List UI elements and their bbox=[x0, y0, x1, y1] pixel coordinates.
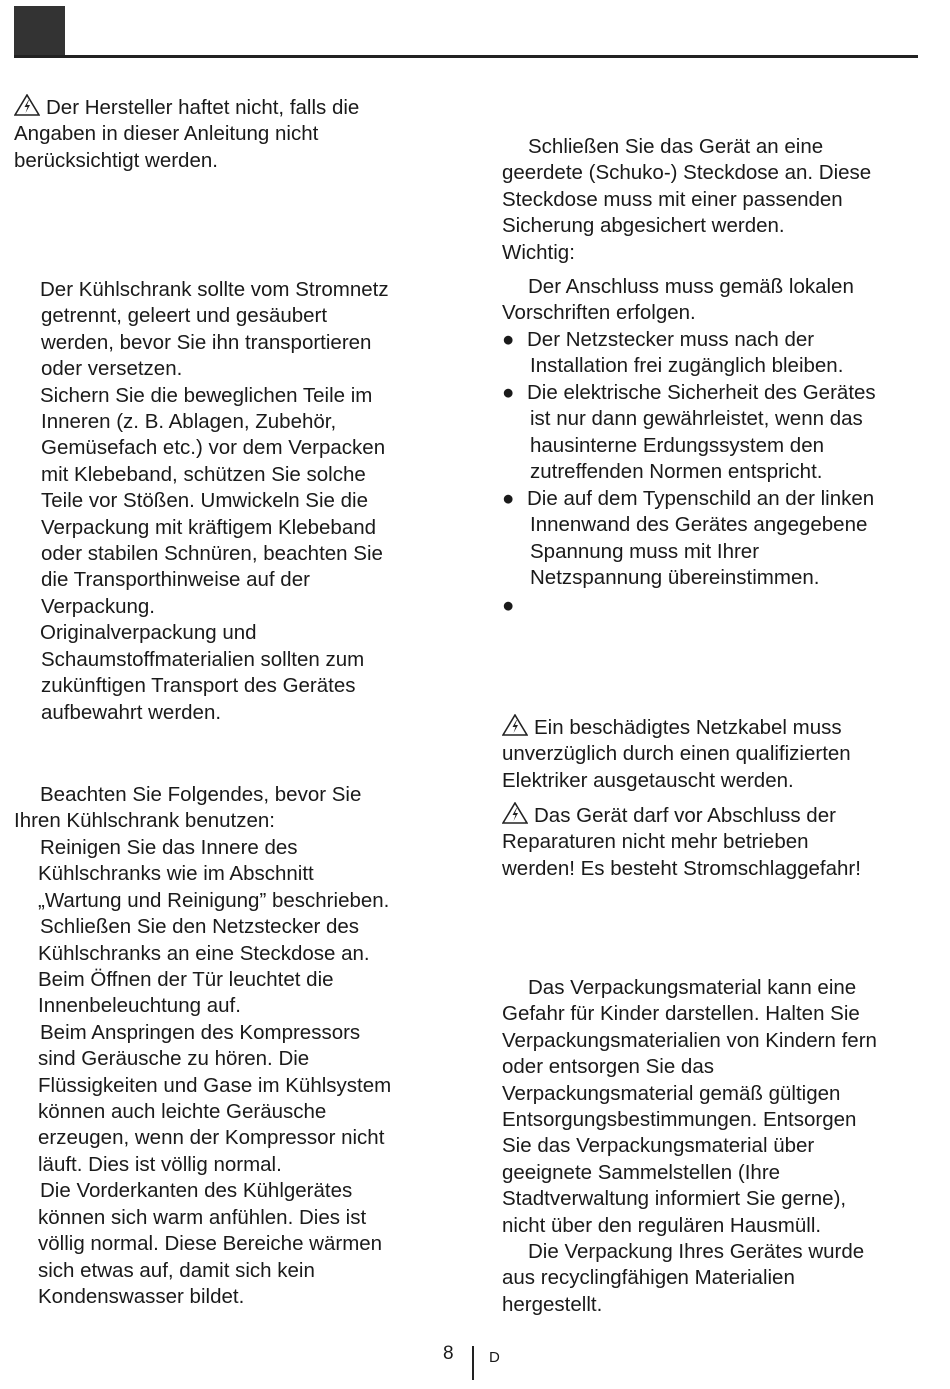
bullet-plug-access: Der Netzstecker muss nach der Installation frei zugänglich bleiben. bbox=[527, 328, 844, 378]
transport-section: Der Kühlschrank sollte vom Stromnetz getrennt, geleert und gesäubert werden, bevor Sie ihn transportieren oder versetzen. Sichern Sie die beweglichen Teile im Inneren (z. B. Ablagen, Zubehör, Gemüsefach etc.) vor dem Verpacken mit Klebeband, schützen Sie solche Teile vor Stößen. Umwickeln Sie die Verpackung mit kräftigem Klebeband oder stabilen Schnüren, beachten Sie die Transporthinweise auf der Verpackung. Originalverpackung und Schaumstoffmaterialien sollten zum zukünftigen Transport des Gerätes aufbewahrt werden. bbox=[40, 278, 389, 724]
connect-section: Schließen Sie das Gerät an eine geerdete (Schuko-) Steckdose an. Diese Steckdose muss mit einer passenden Sicherung abgesichert werden. Wichtig: bbox=[502, 135, 872, 264]
footer-divider bbox=[472, 1346, 474, 1380]
page-number: 8 bbox=[443, 1343, 454, 1364]
warning-triangle-icon bbox=[14, 94, 40, 116]
before-use-intro: Beachten Sie Folgendes, bevor Sie Ihren Kühlschrank benutzen: bbox=[14, 783, 362, 833]
warning-repair: Das Gerät darf vor Abschluss der Reparaturen nicht mehr betrieben werden! Es besteht Stromschlaggefahr! bbox=[502, 804, 861, 880]
packaging-section: Das Verpackungsmaterial kann eine Gefahr für Kinder darstellen. Halten Sie Verpackungsmaterialien von Kindern fern oder entsorgen Sie das Verpackungsmaterial gemäß gültigen Entsorgungsbestimmungen. Entsorgen Sie das Verpackungsmaterial über geeignete Sammelstellen (Ihre Stadtverwaltung informiert Sie gerne), nicht über den regulären Hausmüll. Die Verpackung Ihres Gerätes wurde aus recyclingfähigen Materialien hergestellt. bbox=[502, 976, 877, 1316]
bullet-voltage: Die auf dem Typenschild an der linken Innenwand des Gerätes angegebene Spannung muss mit Ihrer Netzspannung übereinstimmen. bbox=[527, 487, 875, 590]
warning-triangle-icon bbox=[502, 714, 528, 736]
before-use-steps: Reinigen Sie das Innere des Kühlschranks wie im Abschnitt „Wartung und Reinigung” beschrieben. Schließen Sie den Netzstecker des Kühlschranks an eine Steckdose an. Beim Öffnen der Tür leuchtet die Innenbeleuchtung auf. Beim Anspringen des Kompressors sind Geräusche zu hören. Die Flüssigkeiten und Gase im Kühlsystem können auch leichte Geräusche erzeugen, wenn der Kompressor nicht läuft. Dies ist völlig normal. Die Vorderkanten des Kühlgerätes können sich warm anfühlen. Dies ist völlig normal. Diese Bereiche wärmen sich etwas auf, damit sich kein Kondenswasser bildet. bbox=[38, 836, 392, 1308]
bullet-icon: ● bbox=[502, 594, 515, 617]
language-code: D bbox=[489, 1349, 500, 1366]
local-regulations: Der Anschluss muss gemäß lokalen Vorschriften erfolgen. bbox=[502, 275, 854, 325]
bullet-icon: ● bbox=[502, 487, 515, 510]
bullet-icon: ● bbox=[502, 381, 515, 404]
bullet-icon: ● bbox=[502, 328, 515, 351]
header-rule bbox=[14, 55, 918, 58]
bullet-electrical-safety: Die elektrische Sicherheit des Gerätes ist nur dann gewährleistet, wenn das hausinterne Erdungssystem den zutreffenden Normen entspricht. bbox=[527, 381, 876, 484]
warning-liability: Der Hersteller haftet nicht, falls die Angaben in dieser Anleitung nicht berücksichtigt werden. bbox=[14, 96, 360, 172]
header-block bbox=[14, 6, 65, 57]
warning-triangle-icon bbox=[502, 802, 528, 824]
warning-damaged-cable: Ein beschädigtes Netzkabel muss unverzüglich durch einen qualifizierten Elektriker ausgetauscht werden. bbox=[502, 716, 851, 792]
